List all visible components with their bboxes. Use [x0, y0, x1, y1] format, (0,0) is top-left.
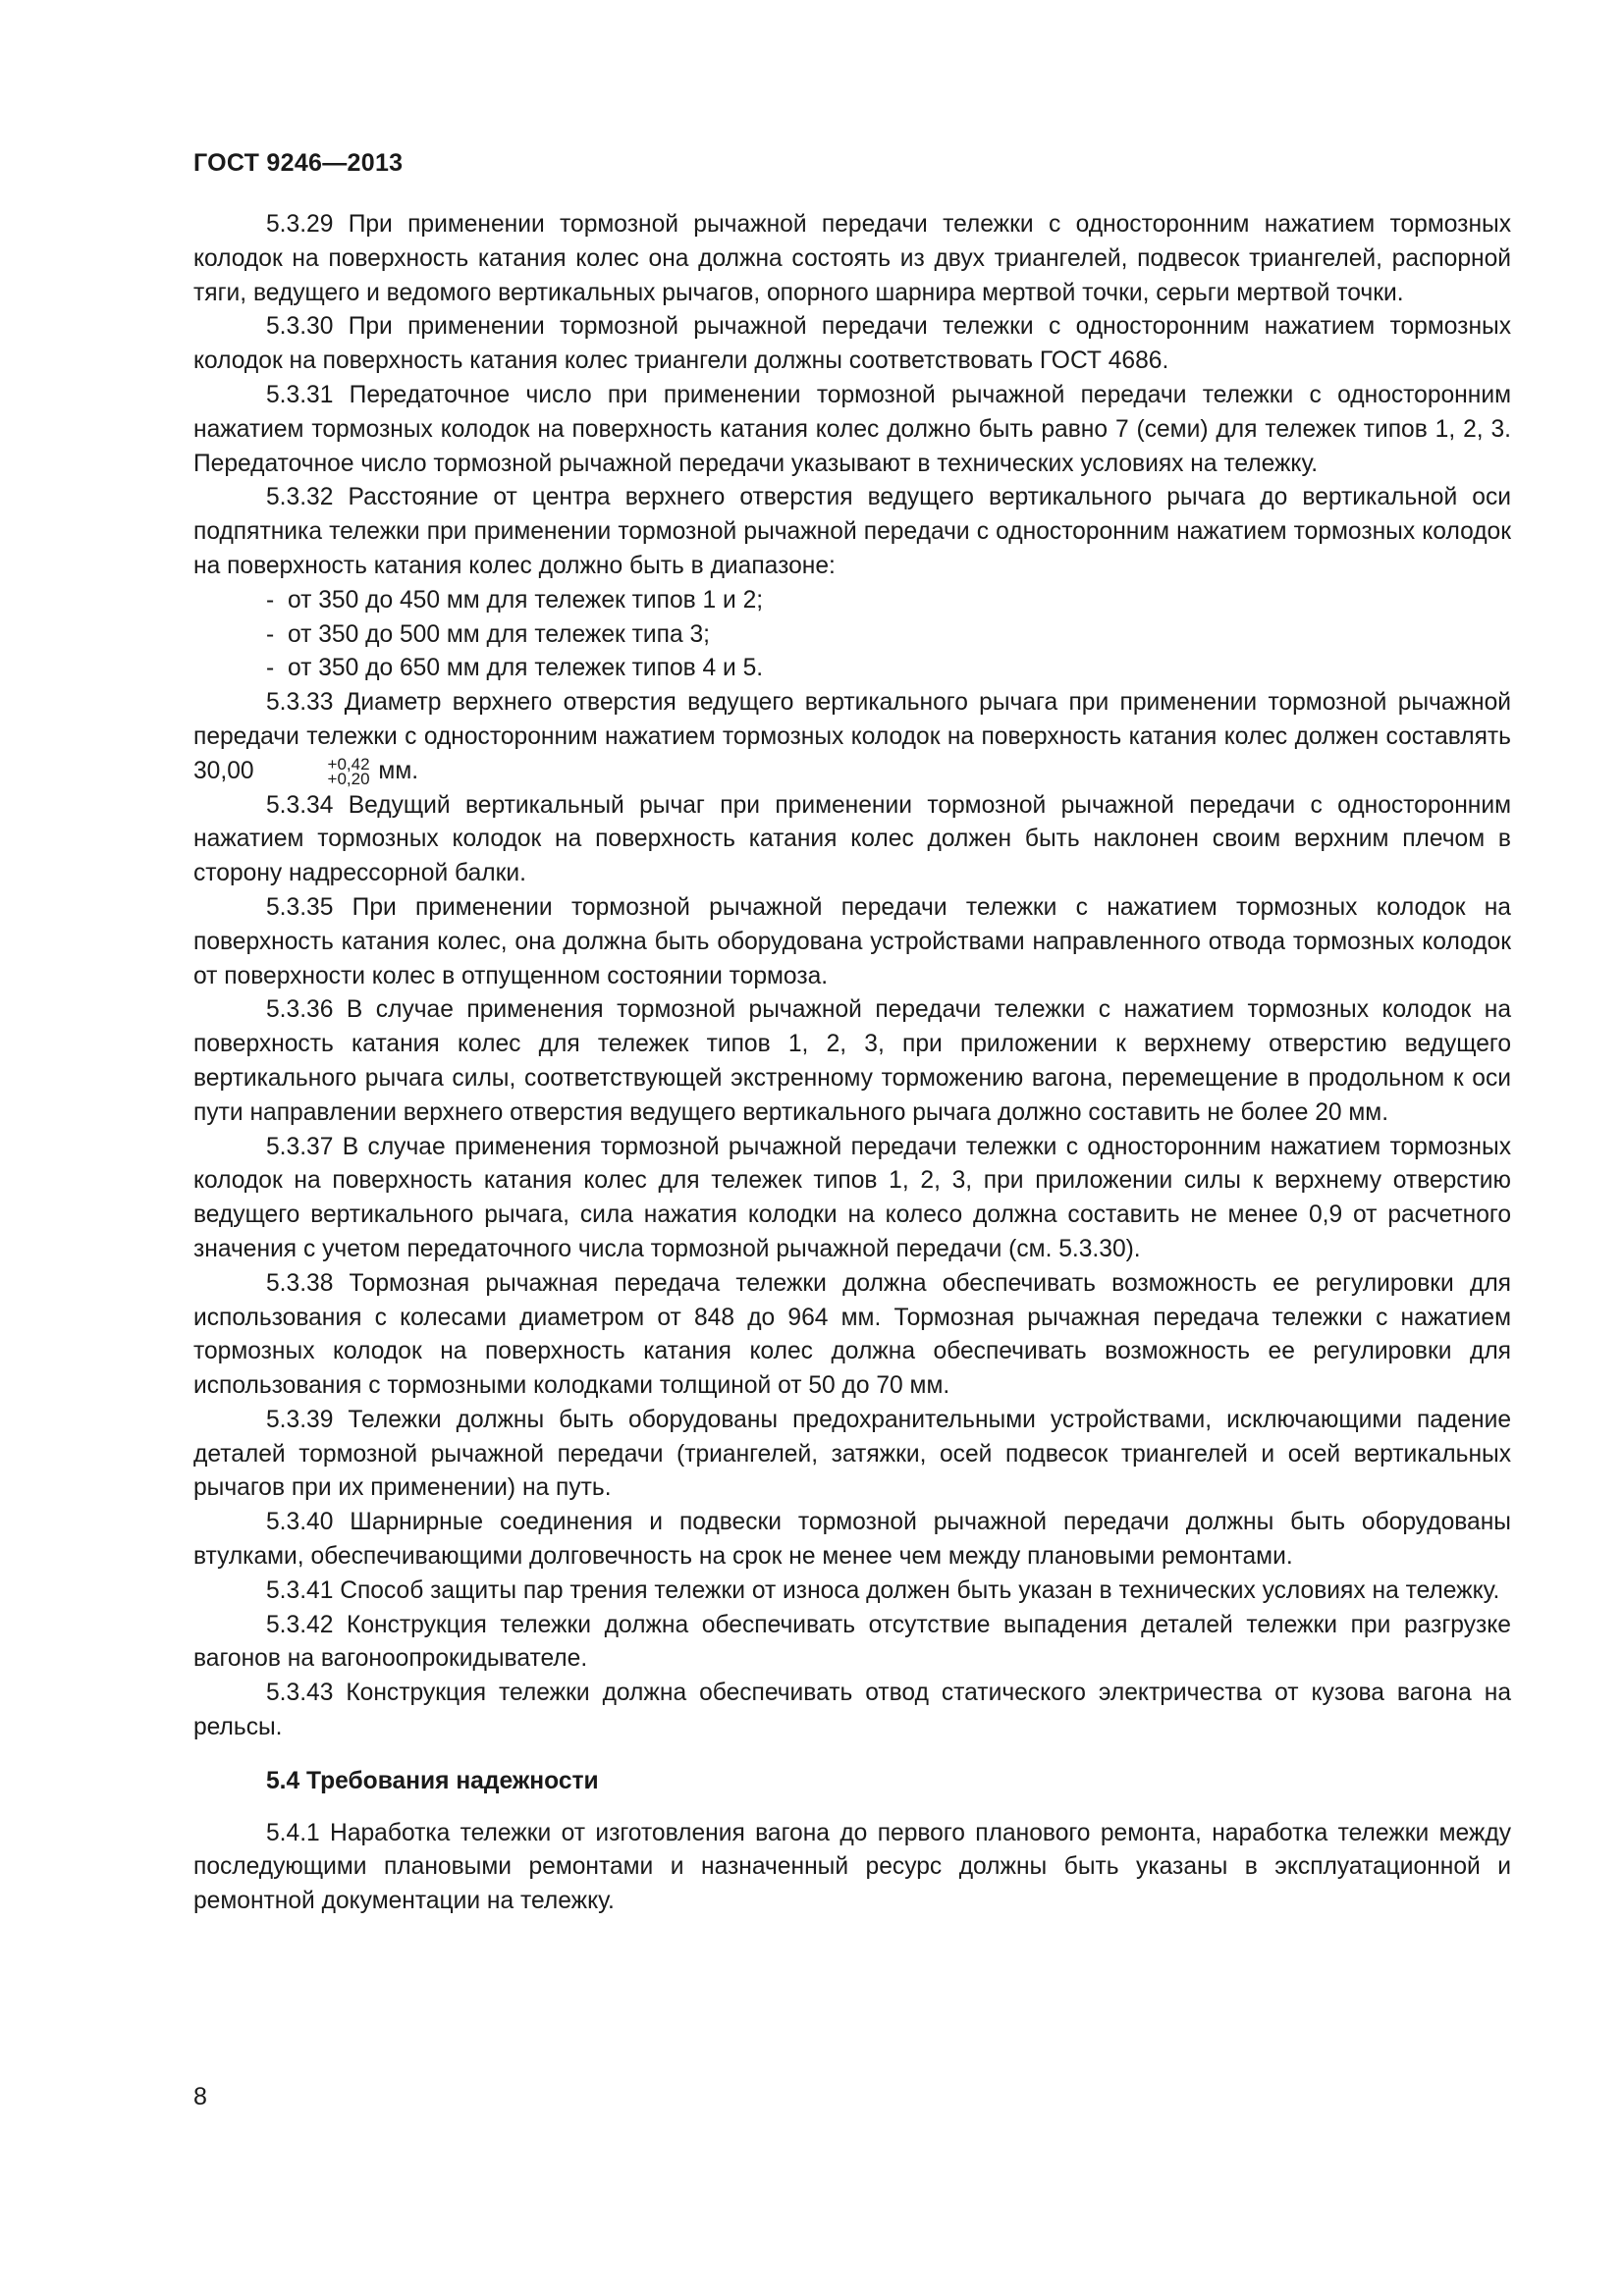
paragraph-5-3-41: 5.3.41 Способ защиты пар трения тележки от износа должен быть указан в технических условиях на тележку.	[266, 1576, 1500, 1604]
paragraph-5-3-30: 5.3.30 При применении тормозной рычажной передачи тележки с односторонним нажатием тормозных колодок на поверхность катания колес триангели должны соответствовать ГОСТ 4686.	[193, 313, 1511, 375]
diameter-value: 30,00	[193, 757, 254, 784]
tolerance-lower: +0,20	[327, 769, 370, 788]
paragraph-5-3-39: 5.3.39 Тележки должны быть оборудованы предохранительными устройствами, исключающими падение деталей тормозной рычажной передачи (триангелей, затяжки, осей подвесок триангелей и осей вертикальных рычагов при их применении) на путь.	[193, 1406, 1511, 1502]
paragraph-5-3-29: 5.3.29 При применении тормозной рычажной передачи тележки с односторонним нажатием тормозных колодок на поверхность катания колес она должна состоять из двух триангелей, подвесок триангелей, распорной тяги, ведущего и ведомого вертикальных рычагов, опорного шарнира мертвой точки, серьги мертвой точки.	[193, 211, 1511, 306]
list-item-text: от 350 до 450 мм для тележек типов 1 и 2;	[288, 586, 764, 614]
paragraph-5-3-36: 5.3.36 В случае применения тормозной рычажной передачи тележки с нажатием тормозных колодок на поверхность катания колес для тележек типов 1, 2, 3, при приложении к верхнему отверстию ведущего вертикального рычага силы, соответствующей экстренному торможению вагона, перемещение в продольном к оси пути направлении верхнего отверстия ведущего вертикального рычага должно составить не более 20 мм.	[193, 996, 1511, 1126]
list-item: - от 350 до 500 мм для тележек типа 3;	[266, 620, 710, 648]
paragraph-5-3-38: 5.3.38 Тормозная рычажная передача тележки должна обеспечивать возможность ее регулировки для использования с колесами диаметром от 848 до 964 мм. Тормозная рычажная передача тележки с нажатием тормозных колодок на поверхность катания колес должна обеспечивать возможность ее регулировки для использования с тормозными колодками толщиной от 50 до 70 мм.	[193, 1269, 1511, 1400]
list-item: - от 350 до 450 мм для тележек типов 1 и 2;	[266, 586, 764, 614]
paragraph-5-3-43: 5.3.43 Конструкция тележки должна обеспечивать отвод статического электричества от кузова вагона на рельсы.	[193, 1680, 1511, 1741]
paragraph-5-3-42: 5.3.42 Конструкция тележки должна обеспечивать отсутствие выпадения деталей тележки при разгрузке вагонов на вагоноопрокидывателе.	[193, 1611, 1511, 1673]
paragraph-5-3-33	[193, 686, 1511, 788]
document-header: ГОСТ 9246—2013	[193, 149, 404, 177]
page-number: 8	[193, 2083, 207, 2110]
paragraph-5-4-1: 5.4.1 Наработка тележки от изготовления вагона до первого планового ремонта, наработка тележки между последующими плановыми ремонтами и назначенный ресурс должны быть указаны в эксплуатационной и ремонтной документации на тележку.	[193, 1819, 1511, 1915]
tolerance	[255, 754, 370, 788]
diameter-unit: мм.	[378, 757, 419, 784]
paragraph-5-3-32: 5.3.32 Расстояние от центра верхнего отверстия ведущего вертикального рычага до вертикальной оси подпятника тележки при применении тормозной рычажной передачи с односторонним нажатием тормозных колодок на поверхность катания колес должно быть в диапазоне:	[193, 484, 1511, 579]
paragraph-5-3-33-text: 5.3.33 Диаметр верхнего отверстия ведущего вертикального рычага при применении тормозной рычажной передачи тележки с односторонним нажатием тормозных колодок на поверхность катания колес должен составлять	[193, 689, 1511, 750]
list-item-text: от 350 до 650 мм для тележек типов 4 и 5.	[288, 655, 764, 682]
list-item: - от 350 до 650 мм для тележек типов 4 и 5.	[266, 655, 764, 682]
paragraph-5-3-34: 5.3.34 Ведущий вертикальный рычаг при применении тормозной рычажной передачи с односторонним нажатием тормозных колодок на поверхность катания колес должен быть наклонен своим верхним плечом в сторону надрессорной балки.	[193, 791, 1511, 887]
document-body	[193, 208, 1511, 1919]
paragraph-5-3-35: 5.3.35 При применении тормозной рычажной передачи тележки с нажатием тормозных колодок на поверхность катания колес, она должна быть оборудована устройствами направленного отвода тормозных колодок от поверхности колес в отпущенном состоянии тормоза.	[193, 893, 1511, 989]
paragraph-5-3-37: 5.3.37 В случае применения тормозной рычажной передачи тележки с односторонним нажатием тормозных колодок на поверхность катания колес для тележек типов 1, 2, 3, при приложении силы к верхнему отверстию ведущего вертикального рычага, сила нажатия колодки на колесо должна составить не менее 0,9 от расчетного значения с учетом передаточного числа тормозной рычажной передачи (см. 5.3.30).	[193, 1133, 1511, 1262]
tolerance-upper: +0,42	[327, 754, 370, 774]
paragraph-5-3-31: 5.3.31 Передаточное число при применении тормозной рычажной передачи тележки с односторонним нажатием тормозных колодок на поверхность катания колес должно быть равно 7 (семи) для тележек типов 1, 2, 3. Передаточное число тормозной рычажной передачи указывают в технических условиях на тележку.	[193, 381, 1511, 477]
list-item-text: от 350 до 500 мм для тележек типа 3;	[288, 620, 710, 648]
paragraph-5-3-40: 5.3.40 Шарнирные соединения и подвески тормозной рычажной передачи должны быть оборудованы втулками, обеспечивающими долговечность на срок не менее чем между плановыми ремонтами.	[193, 1509, 1511, 1571]
section-heading-5-4: 5.4 Требования надежности	[266, 1767, 599, 1794]
